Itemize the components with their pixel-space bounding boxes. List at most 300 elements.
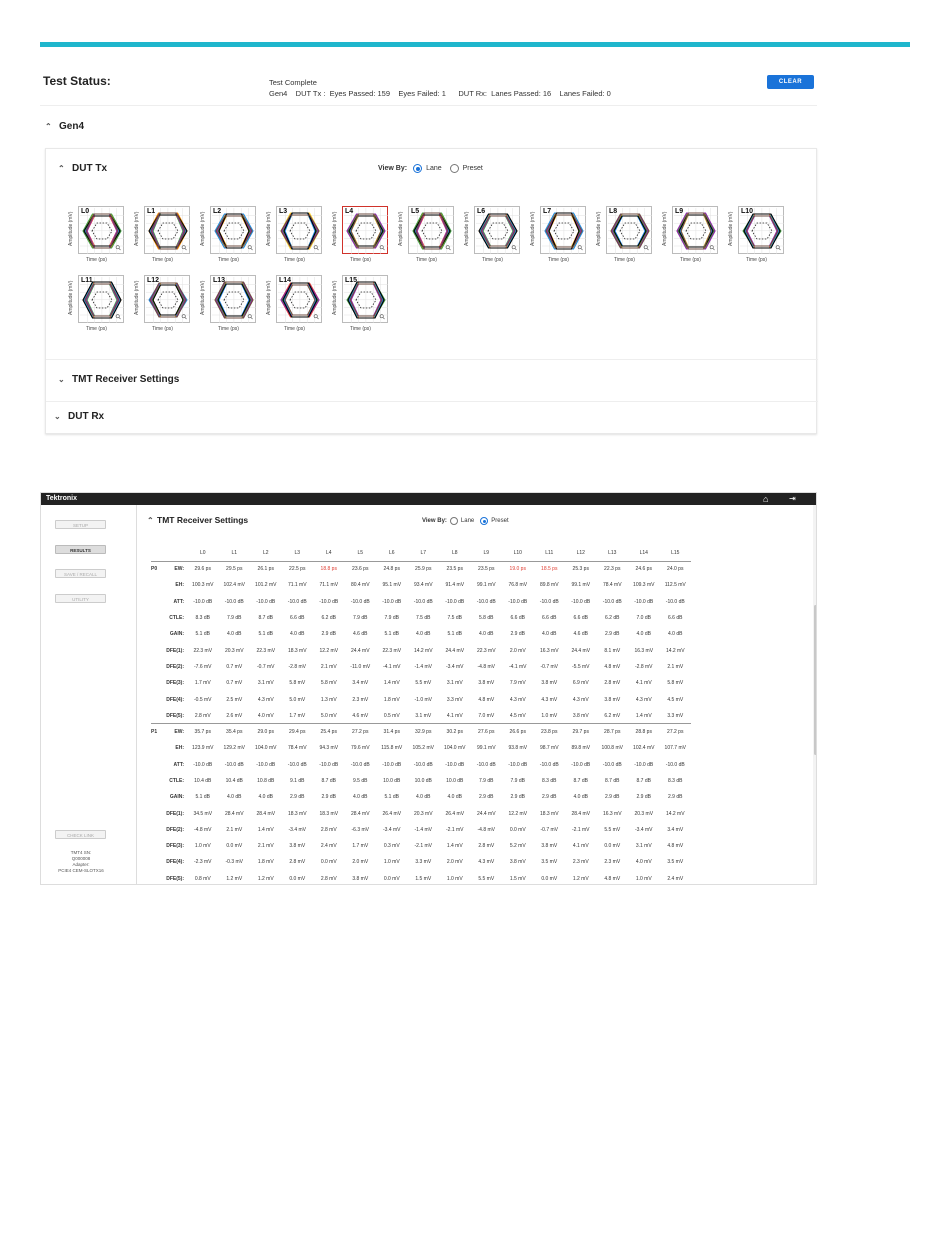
eye-plot[interactable] <box>738 206 784 254</box>
table-cell: 6.6 dB <box>573 615 588 622</box>
table-cell: 2.3 mV <box>604 859 621 866</box>
y-axis-label: Amplitude (mV) <box>200 280 206 315</box>
table-cell: 3.1 mV <box>257 680 274 687</box>
table-cell: 25.3 ps <box>572 566 589 573</box>
nav-save-recall-button[interactable]: SAVE / RECALL <box>55 569 106 578</box>
lane-label: L8 <box>609 208 618 215</box>
table-cell: 28.7 ps <box>597 724 629 740</box>
table-cell: 5.8 dB <box>479 615 494 622</box>
lane-label: L10 <box>741 208 754 215</box>
tmt-settings-title: TMT Receiver Settings <box>157 515 249 525</box>
table-cell: 8.7 dB <box>321 778 336 784</box>
y-axis-label: Amplitude (mV) <box>332 211 338 246</box>
table-cell: -0.7 mV <box>540 826 558 833</box>
eye-plot[interactable] <box>540 206 586 254</box>
eye-diagram-l3[interactable] <box>266 206 335 270</box>
table-cell: -4.8 mV <box>477 826 495 833</box>
table-cell: 5.8 mV <box>289 680 306 687</box>
eye-plot[interactable] <box>144 206 190 254</box>
table-cell: 0.8 mV <box>194 875 211 882</box>
dut-tx-header[interactable] <box>58 163 107 174</box>
table-cell: 1.2 mV <box>257 875 274 882</box>
table-cell: 1.8 mV <box>257 859 274 866</box>
table-cell: -10.0 dB <box>445 598 465 605</box>
table-cell: 7.9 dB <box>227 615 242 622</box>
preset-label <box>151 773 163 789</box>
device-info <box>41 850 121 874</box>
zoom-icon[interactable]: ⚲ <box>642 244 652 253</box>
eye-diagram-l0[interactable] <box>68 206 137 270</box>
table-row <box>151 871 691 885</box>
table-cell: 3.8 mV <box>604 696 621 703</box>
eye-diagram-l11[interactable] <box>68 275 137 339</box>
table-cell: 29.7 ps <box>565 724 597 740</box>
eye-diagram-l9[interactable] <box>662 206 731 270</box>
table-cell: 107.7 mV <box>664 745 686 752</box>
zoom-icon[interactable]: ⚲ <box>246 244 256 253</box>
table-cell: 2.9 dB <box>668 794 683 801</box>
zoom-icon[interactable]: ⚲ <box>114 244 124 253</box>
table-cell: 2.9 dB <box>510 794 525 801</box>
table-cell: 4.0 mV <box>257 712 274 719</box>
table-cell: 98.7 mV <box>539 745 559 752</box>
lane-label: L1 <box>147 208 156 215</box>
x-axis-label: Time (ps) <box>152 326 173 332</box>
preset-label: P0 <box>151 566 158 573</box>
table-cell: 7.9 dB <box>510 778 525 784</box>
table-row <box>151 757 691 773</box>
table-cell: 35.7 ps <box>187 724 219 740</box>
nav-results-button[interactable]: RESULTS <box>55 545 106 554</box>
table-cell: -10.0 dB <box>571 761 591 768</box>
table-cell: 1.7 mV <box>194 680 211 687</box>
eye-diagram-l6[interactable] <box>464 206 533 270</box>
y-axis-label: Amplitude (mV) <box>464 211 470 246</box>
x-axis-label: Time (ps) <box>218 326 239 332</box>
table-cell: 8.3 dB <box>195 615 210 622</box>
zoom-icon[interactable]: ⚲ <box>378 313 388 322</box>
table-cell: -10.0 dB <box>224 598 244 605</box>
eye-plot[interactable] <box>210 275 256 323</box>
table-cell: -10.0 dB <box>571 598 591 605</box>
eye-plot[interactable] <box>606 206 652 254</box>
eye-plot[interactable] <box>144 275 190 323</box>
y-axis-label: Amplitude (mV) <box>134 280 140 315</box>
x-axis-label: Time (ps) <box>350 326 371 332</box>
table-cell: 1.0 mV <box>541 712 558 719</box>
table-cell: 4.0 dB <box>353 794 368 801</box>
zoom-icon[interactable]: ⚲ <box>510 244 520 253</box>
table-cell: 4.8 mV <box>667 843 684 850</box>
table-cell: 2.5 mV <box>226 696 243 703</box>
column-header: L11 <box>534 545 566 561</box>
table-cell: 23.5 ps <box>478 566 495 573</box>
metric-label: DFE(4): <box>166 859 184 866</box>
table-cell: 16.3 mV <box>634 647 654 654</box>
tmt-settings-header[interactable] <box>147 515 248 525</box>
clear-button[interactable]: CLEAR <box>767 75 814 89</box>
table-cell: -0.7 mV <box>540 663 558 670</box>
metric-label: DFE(2): <box>166 663 184 670</box>
preset-label <box>151 642 163 658</box>
table-cell: 2.6 mV <box>226 712 243 719</box>
table-cell: -10.0 dB <box>476 598 496 605</box>
app-title-bar <box>41 493 817 505</box>
eye-plot[interactable] <box>78 206 124 254</box>
test-status-message <box>269 77 611 99</box>
view-by-toggle <box>422 517 509 525</box>
zoom-icon[interactable]: ⚲ <box>180 313 190 322</box>
table-cell: -10.0 dB <box>602 598 622 605</box>
table-cell: 6.9 mV <box>572 680 589 687</box>
zoom-icon[interactable]: ⚲ <box>114 313 124 322</box>
zoom-icon[interactable]: ⚲ <box>246 313 256 322</box>
table-cell: -2.8 mV <box>288 663 306 670</box>
lane-label: L2 <box>213 208 222 215</box>
table-cell: 27.2 ps <box>660 724 692 740</box>
table-cell: 7.9 dB <box>353 615 368 622</box>
table-cell: -0.3 mV <box>225 859 243 866</box>
table-cell: 2.0 mV <box>446 859 463 866</box>
table-row <box>151 773 691 789</box>
table-cell: -6.3 mV <box>351 826 369 833</box>
table-cell: -2.1 mV <box>414 843 432 850</box>
table-cell: 2.0 mV <box>509 647 526 654</box>
table-cell: 2.1 mV <box>226 826 243 833</box>
table-cell: 2.8 mV <box>320 875 337 882</box>
zoom-icon[interactable]: ⚲ <box>378 244 388 253</box>
table-cell: 99.1 mV <box>476 582 496 589</box>
eye-plot[interactable] <box>78 275 124 323</box>
y-axis-label: Amplitude (mV) <box>200 211 206 246</box>
table-cell: -10.0 dB <box>319 761 339 768</box>
table-cell: -4.8 mV <box>193 826 212 833</box>
table-cell: 2.8 mV <box>194 712 211 719</box>
table-cell: 4.6 mV <box>352 712 369 719</box>
table-cell: 4.0 dB <box>573 794 588 801</box>
table-cell: 2.9 dB <box>321 631 336 638</box>
preset-label <box>151 838 163 854</box>
table-cell: 29.6 ps <box>194 566 211 573</box>
table-cell: 3.8 mV <box>572 712 589 719</box>
table-cell: 4.6 dB <box>573 631 588 638</box>
eye-plot[interactable] <box>210 206 256 254</box>
table-cell: 8.7 dB <box>258 615 273 622</box>
column-header: L5 <box>345 545 377 561</box>
x-axis-label: Time (ps) <box>680 257 701 263</box>
x-axis-label: Time (ps) <box>614 257 635 263</box>
eye-diagram-l8[interactable] <box>596 206 665 270</box>
table-cell: 18.3 mV <box>539 810 559 817</box>
lane-label: L5 <box>411 208 420 215</box>
table-cell: 0.0 mV <box>320 859 337 866</box>
table-cell: 4.0 dB <box>542 631 557 638</box>
table-cell: 93.8 mV <box>508 745 528 752</box>
table-cell: 10.0 dB <box>446 778 464 784</box>
scrollbar-thumb[interactable] <box>814 605 817 755</box>
eye-diagram-l13[interactable] <box>200 275 269 339</box>
table-cell: 89.8 mV <box>539 582 559 589</box>
table-row <box>151 854 691 870</box>
table-cell: -0.7 mV <box>256 663 275 670</box>
table-cell: 8.7 dB <box>636 778 651 784</box>
table-cell: -3.4 mV <box>382 826 401 833</box>
table-cell: 28.8 ps <box>628 724 660 740</box>
y-axis-label: Amplitude (mV) <box>530 211 536 246</box>
nav-utility-button[interactable]: UTILITY <box>55 594 106 603</box>
chevron-up-icon: ⌃ <box>58 164 65 173</box>
table-cell: 29.0 ps <box>250 724 282 740</box>
table-cell: -10.0 dB <box>665 598 685 605</box>
table-cell: 78.4 mV <box>602 582 622 589</box>
table-cell: 1.4 mV <box>635 712 652 719</box>
table-cell: 10.0 dB <box>383 778 401 784</box>
table-cell: 3.3 mV <box>667 712 684 719</box>
y-axis-label: Amplitude (mV) <box>662 211 668 246</box>
table-cell: -10.0 dB <box>224 761 244 768</box>
table-cell: -10.0 dB <box>508 761 528 768</box>
table-cell: 123.9 mV <box>192 745 214 752</box>
dut-rx-header[interactable] <box>46 401 818 435</box>
table-cell: 3.1 mV <box>446 680 463 687</box>
table-cell: 28.4 mV <box>256 810 276 817</box>
view-by-label: View By: <box>422 518 447 524</box>
eye-plot[interactable] <box>474 206 520 254</box>
lane-label: L7 <box>543 208 552 215</box>
table-cell: 5.1 dB <box>384 794 399 801</box>
scrollbar[interactable] <box>813 505 817 885</box>
table-cell: 5.1 dB <box>258 631 273 638</box>
table-cell: 20.3 mV <box>413 810 433 817</box>
table-cell: -2.1 mV <box>571 826 590 833</box>
table-cell: 79.6 mV <box>350 745 370 752</box>
table-cell: 93.4 mV <box>413 582 433 589</box>
zoom-icon[interactable]: ⚲ <box>576 244 586 253</box>
table-cell: -1.4 mV <box>414 826 432 833</box>
x-axis-label: Time (ps) <box>86 257 107 263</box>
x-axis-label: Time (ps) <box>746 257 767 263</box>
metric-label: DFE(3): <box>166 843 184 850</box>
table-cell: -10.0 dB <box>602 761 622 768</box>
column-header: L9 <box>471 545 503 561</box>
table-cell: 5.1 dB <box>447 631 462 638</box>
table-cell: -2.3 mV <box>193 859 212 866</box>
table-cell: 99.1 mV <box>571 582 591 589</box>
table-cell: 3.8 mV <box>352 875 369 882</box>
table-cell: -10.0 dB <box>350 761 370 768</box>
table-cell: 4.3 mV <box>572 696 589 703</box>
eye-plot[interactable] <box>276 206 322 254</box>
table-cell: 1.0 mV <box>635 875 652 882</box>
table-cell: -3.4 mV <box>445 663 464 670</box>
dut-rx-label: DUT Rx <box>68 411 105 422</box>
table-cell: 6.6 dB <box>668 615 683 622</box>
eye-diagram-l7[interactable] <box>530 206 599 270</box>
metric-label: DFE(5): <box>166 712 184 719</box>
tmt-sn-label: TMT4 SN: <box>70 850 92 855</box>
table-cell: 9.5 dB <box>353 778 368 784</box>
table-cell: 3.4 mV <box>667 826 684 833</box>
table-row <box>151 577 691 593</box>
table-cell: 1.3 mV <box>320 696 337 703</box>
table-cell: 4.8 mV <box>604 663 621 670</box>
home-icon[interactable]: ⌂ <box>763 494 769 504</box>
table-cell: -2.8 mV <box>634 663 653 670</box>
table-cell: -1.4 mV <box>414 663 432 670</box>
tmt-receiver-settings-header[interactable] <box>46 359 818 401</box>
eye-diagram-l2[interactable] <box>200 206 269 270</box>
metric-label: ATT: <box>173 598 184 605</box>
table-cell: 129.2 mV <box>223 745 245 752</box>
lane-radio[interactable] <box>450 517 458 525</box>
eye-plot[interactable] <box>672 206 718 254</box>
eye-diagram-l10[interactable] <box>728 206 797 270</box>
table-row <box>151 691 691 707</box>
metric-label: EH: <box>175 745 184 752</box>
table-row <box>151 805 691 821</box>
eye-plot[interactable] <box>408 206 454 254</box>
table-cell: 10.4 dB <box>194 778 212 784</box>
lane-label: L6 <box>477 208 486 215</box>
table-cell: 2.3 mV <box>352 696 369 703</box>
table-cell: 2.8 mV <box>604 680 621 687</box>
table-cell: -10.0 dB <box>476 761 496 768</box>
table-cell: 1.7 mV <box>352 843 369 850</box>
table-cell: 0.5 mV <box>383 712 400 719</box>
lane-label: L11 <box>81 277 93 284</box>
adapter-label: Adapter: <box>72 862 90 867</box>
table-cell: 80.4 mV <box>350 582 370 589</box>
eye-diagram-l5[interactable] <box>398 206 467 270</box>
zoom-icon[interactable]: ⚲ <box>444 244 454 253</box>
table-cell: 12.2 mV <box>319 647 339 654</box>
table-cell: 99.1 mV <box>476 745 496 752</box>
eye-plot[interactable] <box>342 206 388 254</box>
table-cell: 22.5 ps <box>289 566 306 573</box>
preset-radio-label: Preset <box>462 165 483 172</box>
table-cell: 4.0 dB <box>416 794 431 801</box>
eye-diagram-l12[interactable] <box>134 275 203 339</box>
table-cell: 23.8 ps <box>534 724 566 740</box>
lane-label: L0 <box>81 208 90 215</box>
table-row <box>151 642 691 658</box>
eye-diagram-l14[interactable] <box>266 275 335 339</box>
table-cell: 6.2 mV <box>604 712 621 719</box>
preset-label <box>151 854 163 870</box>
table-row <box>151 675 691 691</box>
table-cell: 29.5 ps <box>226 566 243 573</box>
table-cell: 24.4 mV <box>476 810 496 817</box>
eye-diagram-l4[interactable] <box>332 206 401 270</box>
preset-label <box>151 659 163 675</box>
exit-icon[interactable]: ⇥ <box>789 494 796 503</box>
lane-label: L3 <box>279 208 288 215</box>
table-cell: -10.0 dB <box>634 761 654 768</box>
table-cell: 27.6 ps <box>471 724 503 740</box>
gen4-section-header[interactable] <box>45 121 84 132</box>
preset-label <box>151 789 163 805</box>
check-link-button[interactable]: CHECK LINK <box>55 830 106 839</box>
y-axis-label: Amplitude (mV) <box>596 211 602 246</box>
table-cell: 2.4 mV <box>320 843 337 850</box>
table-cell: 10.0 dB <box>414 778 432 784</box>
table-cell: 8.3 dB <box>542 778 557 784</box>
table-cell: 3.4 mV <box>352 680 369 687</box>
preset-label <box>151 871 163 885</box>
table-cell: 115.8 mV <box>381 745 403 752</box>
table-cell: 76.8 mV <box>508 582 528 589</box>
table-cell: -5.5 mV <box>571 663 590 670</box>
zoom-icon[interactable]: ⚲ <box>774 244 784 253</box>
metric-label: CTLE: <box>169 615 184 622</box>
lane-label: L4 <box>345 208 354 215</box>
lane-label: L12 <box>147 277 160 284</box>
gen4-label: Gen4 <box>59 121 85 132</box>
table-cell: 5.0 mV <box>289 696 306 703</box>
table-cell: 3.5 mV <box>541 859 558 866</box>
table-cell: 4.5 mV <box>509 712 526 719</box>
table-cell: 1.5 mV <box>415 875 432 882</box>
eye-plot[interactable] <box>276 275 322 323</box>
column-header: L4 <box>313 545 345 561</box>
table-cell: 1.4 mV <box>257 826 274 833</box>
table-cell: 7.0 mV <box>478 712 495 719</box>
table-cell: -4.1 mV <box>508 663 527 670</box>
table-cell: 8.7 dB <box>573 778 588 784</box>
x-axis-label: Time (ps) <box>482 257 503 263</box>
column-header: L13 <box>597 545 629 561</box>
table-cell: 14.2 mV <box>665 810 685 817</box>
y-axis-label: Amplitude (mV) <box>728 211 734 246</box>
table-cell: 24.8 ps <box>383 566 400 573</box>
table-cell: 71.1 mV <box>287 582 307 589</box>
eye-plot[interactable] <box>342 275 388 323</box>
table-cell: -10.0 dB <box>382 761 402 768</box>
eye-diagram-l15[interactable] <box>332 275 401 339</box>
table-cell: 2.9 dB <box>636 794 651 801</box>
preset-label: P1 <box>151 724 163 740</box>
table-cell: 3.1 mV <box>415 712 432 719</box>
lane-radio[interactable] <box>413 164 422 173</box>
table-cell: 23.6 ps <box>352 566 369 573</box>
table-cell: 4.3 mV <box>478 859 495 866</box>
table-cell: 109.3 mV <box>633 582 655 589</box>
table-cell: 100.3 mV <box>192 582 214 589</box>
metric-label: EH: <box>175 582 184 589</box>
table-cell: 5.1 dB <box>195 794 210 801</box>
sidebar <box>41 505 137 885</box>
table-cell: 104.0 mV <box>255 745 277 752</box>
column-header: L6 <box>376 545 408 561</box>
eye-diagram-l1[interactable] <box>134 206 203 270</box>
table-cell: 4.0 dB <box>416 631 431 638</box>
table-cell: 7.9 mV <box>509 680 526 687</box>
zoom-icon[interactable]: ⚲ <box>708 244 718 253</box>
table-row <box>151 626 691 642</box>
table-cell: 4.5 mV <box>667 696 684 703</box>
zoom-icon[interactable]: ⚲ <box>180 244 190 253</box>
preset-radio[interactable] <box>450 164 459 173</box>
table-cell: 22.3 mV <box>476 647 496 654</box>
x-axis-label: Time (ps) <box>86 326 107 332</box>
zoom-icon[interactable]: ⚲ <box>312 244 322 253</box>
zoom-icon[interactable]: ⚲ <box>312 313 322 322</box>
table-cell: 3.8 mV <box>478 680 495 687</box>
nav-setup-button[interactable]: SETUP <box>55 520 106 529</box>
table-cell: 4.3 mV <box>635 696 652 703</box>
table-cell: 0.0 mV <box>509 826 526 833</box>
preset-radio[interactable] <box>480 517 488 525</box>
